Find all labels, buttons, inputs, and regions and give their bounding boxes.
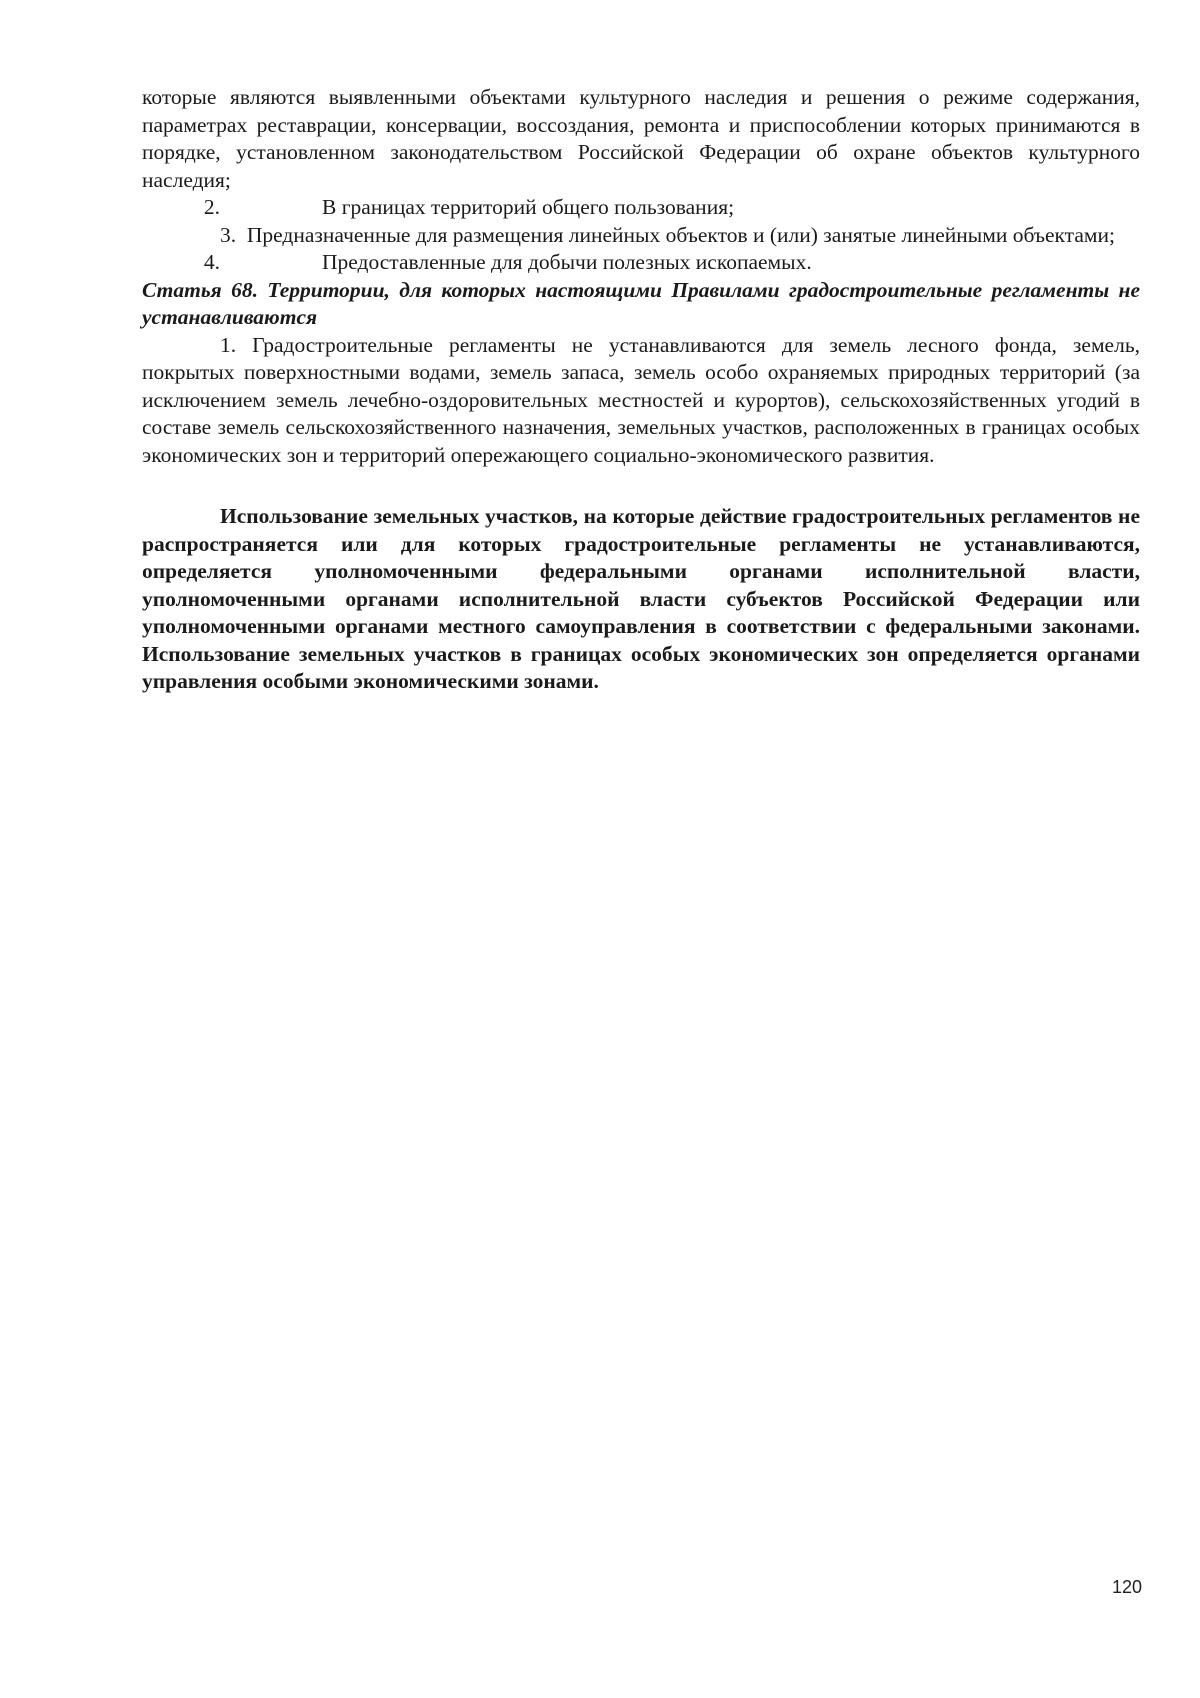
list-text: Предназначенные для размещения линейных объектов и (или) занятые линейными объектами; (246, 222, 1115, 247)
page-number: 120 (1112, 1577, 1143, 1597)
article-paragraph: 1. Градостроительные регламенты не устанавливаются для земель лесного фонда, земель, покрытых поверхностными водами, земель запаса, земель особо охраняемых природных территорий (за исключением земель лечебно-оздоровительных местностей и курортов), сельскохозяйственных угодий в составе земель сельскохозяйственного назначения, земельных участков, расположенных в границах особых экономических зон и территорий опережающего социально-экономического развития. (142, 332, 1140, 467)
list-number: 3. (220, 222, 237, 247)
list-item-4 (142, 249, 1140, 277)
list-text: Предоставленные для добычи полезных ископаемых. (322, 250, 812, 274)
bold-paragraph: Использование земельных участков, на которые действие градостроительных регламентов не распространяется или для которых градостроительные регламенты не устанавливаются, определяется уполномоченными федеральными органами исполнительной власти, уполномоченными органами исполнительной власти субъектов Российской Федерации или уполномоченными органами местного самоуправления в соответствии с федеральными законами. Использование земельных участков в границах особых экономических зон определяется органами управления особыми экономическими зонами. (142, 504, 1140, 693)
document-page (142, 84, 1140, 696)
list-number: 2. (203, 195, 220, 219)
article-heading: Статья 68. Территории, для которых настоящими Правилами градостроительные регламенты не устанавливаются (142, 277, 1140, 329)
list-text: В границах территорий общего пользования; (322, 195, 735, 219)
intro-paragraph: которые являются выявленными объектами культурного наследия и решения о режиме содержания, параметрах реставрации, консервации, воссоздания, ремонта и приспособлении которых принимаются в порядке, установленном законодательством Российской Федерации об охране объектов культурного наследия; (142, 85, 1140, 192)
list-number: 4. (203, 250, 220, 274)
list-item-2 (142, 194, 1140, 222)
list-item-3 (142, 222, 1140, 250)
